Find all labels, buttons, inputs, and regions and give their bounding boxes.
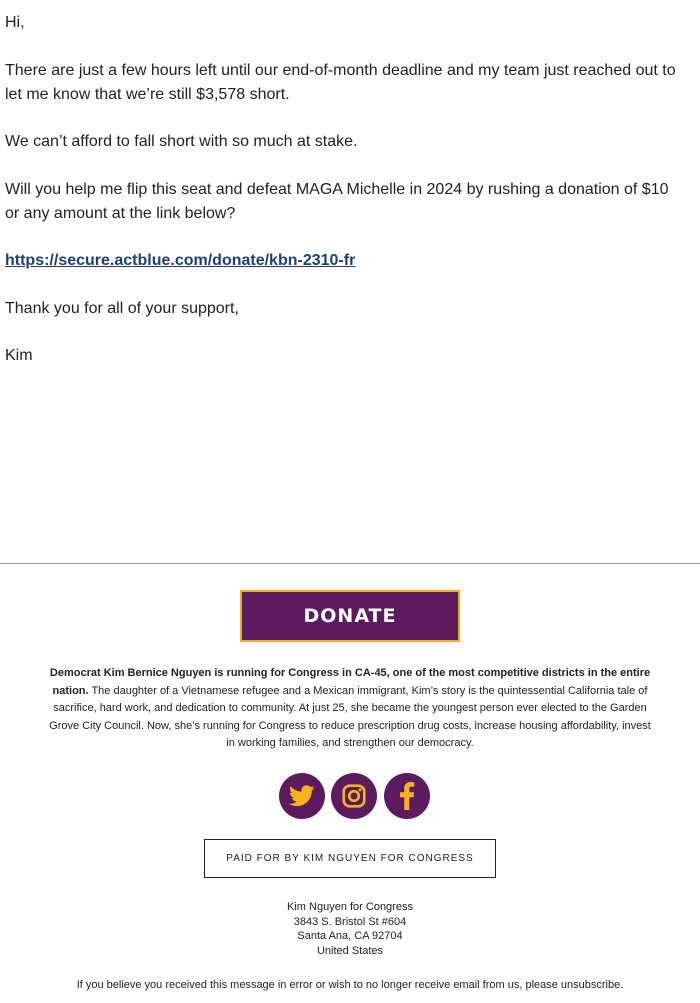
- email-paragraph-2: We can’t afford to fall short with so much at stake.: [5, 133, 358, 150]
- facebook-button[interactable]: [384, 773, 430, 819]
- candidate-bio: [48, 665, 652, 753]
- donate-link[interactable]: https://secure.actblue.com/donate/kbn-2310-fr: [5, 252, 356, 269]
- email-greeting: Hi,: [5, 14, 25, 31]
- address-street: 3843 S. Bristol St #604: [293, 915, 407, 928]
- donate-button[interactable]: [240, 590, 460, 642]
- facebook-icon: [399, 782, 415, 810]
- donate-link-container: [5, 249, 685, 273]
- email-closing: Thank you for all of your support,: [5, 300, 239, 317]
- address-org: Kim Nguyen for Congress: [287, 901, 413, 913]
- candidate-bio-lead: Democrat Kim Bernice Nguyen is running for Congress in CA-45, one of the most competitive districts in the entire nation.: [49, 667, 651, 697]
- email-paragraph-1: There are just a few hours left until our end-of-month deadline and my team just reached out to let me know that we’re still $3,578 short.: [5, 62, 676, 103]
- twitter-icon: [289, 785, 315, 807]
- address-country: United States: [316, 944, 384, 957]
- mailing-address: [0, 900, 700, 958]
- paid-for-disclaimer: [204, 839, 496, 878]
- twitter-button[interactable]: [279, 773, 325, 819]
- instagram-button[interactable]: [331, 773, 377, 819]
- unsubscribe-notice[interactable]: [0, 978, 700, 992]
- email-signature: Kim: [5, 347, 33, 364]
- unsubscribe-text: If you believe you received this message in error or wish to no longer receive email from us, please unsubscribe.: [76, 979, 624, 991]
- social-links: [0, 773, 700, 819]
- email-paragraph-3: Will you help me flip this seat and defeat MAGA Michelle in 2024 by rushing a donation of $10 or any amount at the link below?: [5, 181, 669, 222]
- candidate-bio-body: The daughter of a Vietnamese refugee and a Mexican immigrant, Kim’s story is the quintessential California tale of sacrifice, hard work, and dedication to community. At just 25, she became the youngest person ever elected to the Garden Grove City Council. Now, she’s running for Congress to reduce prescription drug costs, increase housing affordability, invest in working families, and strengthen our democracy.: [49, 684, 651, 749]
- address-city: Santa Ana, CA 92704: [297, 930, 403, 942]
- donate-button-label: DONATE: [303, 605, 397, 627]
- paid-for-text: PAID FOR BY KIM NGUYEN FOR CONGRESS: [226, 853, 474, 864]
- footer-divider: [0, 563, 700, 564]
- instagram-icon: [341, 783, 367, 809]
